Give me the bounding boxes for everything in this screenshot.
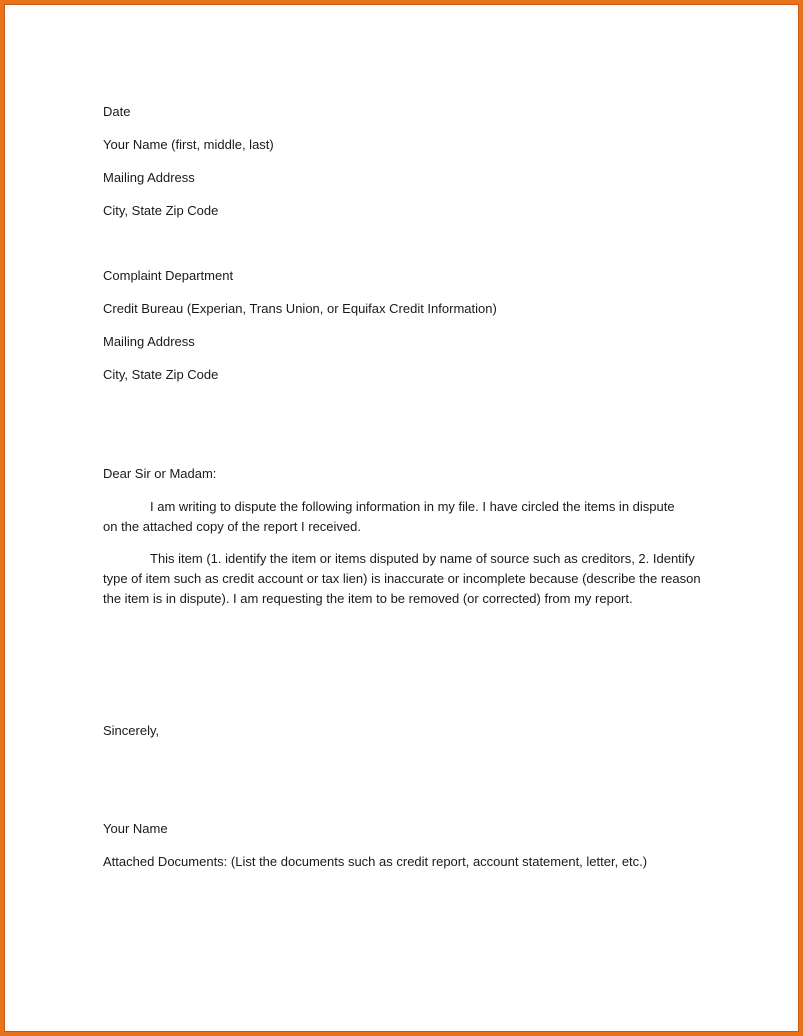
paragraph-line: This item (1. identify the item or items disputed by name of source such as creditors, 2. Identify bbox=[150, 551, 695, 566]
recipient-bureau: Credit Bureau (Experian, Trans Union, or Equifax Credit Information) bbox=[103, 301, 497, 316]
recipient-address: Mailing Address bbox=[103, 334, 195, 349]
recipient-city: City, State Zip Code bbox=[103, 367, 219, 382]
attachments: Attached Documents: (List the documents such as credit report, account statement, letter, etc.) bbox=[103, 854, 648, 869]
sender-name: Your Name (first, middle, last) bbox=[103, 137, 274, 152]
paragraph-line: on the attached copy of the report I received. bbox=[103, 519, 361, 534]
paragraph-line: the item is in dispute). I am requesting the item to be removed (or corrected) from my report. bbox=[103, 591, 633, 606]
signature-name: Your Name bbox=[103, 821, 168, 836]
closing: Sincerely, bbox=[103, 723, 160, 738]
sender-city: City, State Zip Code bbox=[103, 203, 219, 218]
body-paragraph-1 bbox=[103, 497, 715, 537]
paragraph-line: type of item such as credit account or tax lien) is inaccurate or incomplete because (describe the reason bbox=[103, 571, 701, 586]
body-paragraph-2 bbox=[103, 549, 715, 609]
recipient-department: Complaint Department bbox=[103, 268, 234, 283]
paragraph-line: I am writing to dispute the following information in my file. I have circled the items in dispute bbox=[150, 499, 675, 514]
sender-date: Date bbox=[103, 104, 131, 119]
sender-address: Mailing Address bbox=[103, 170, 195, 185]
salutation: Dear Sir or Madam: bbox=[103, 466, 217, 481]
